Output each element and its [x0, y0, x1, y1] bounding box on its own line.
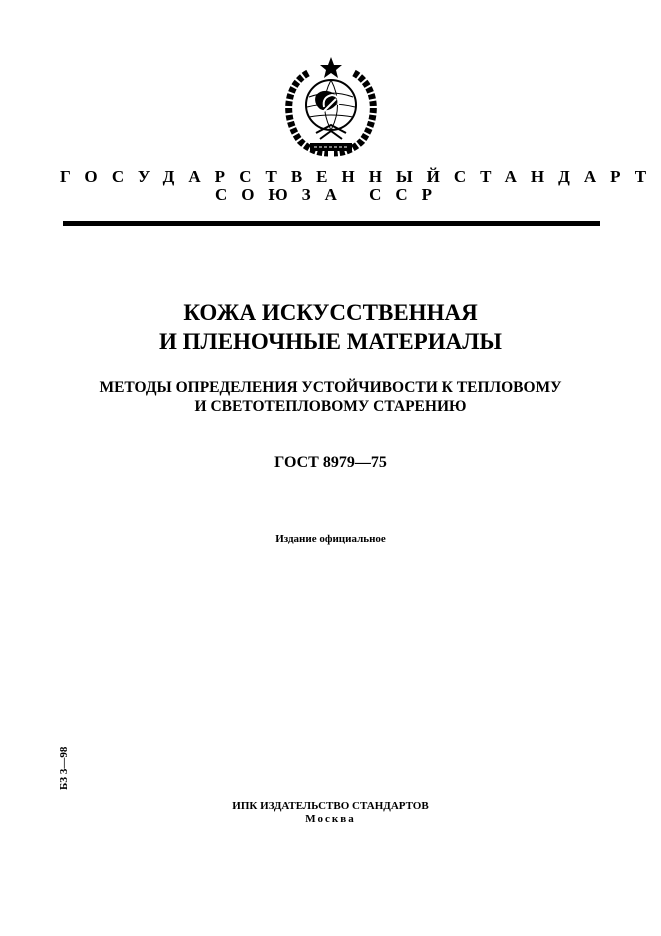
- title-line-1: КОЖА ИСКУССТВЕННАЯ: [183, 300, 478, 325]
- title-line-2: И ПЛЕНОЧНЫЕ МАТЕРИАЛЫ: [159, 329, 502, 354]
- standard-number: ГОСТ 8979—75: [274, 454, 387, 471]
- header-state-standard: [60, 167, 661, 187]
- publisher-city: Москва: [305, 813, 356, 825]
- header-word-state: ГОСУДАРСТВЕННЫЙ: [60, 167, 454, 186]
- side-code: БЗ 3—98: [58, 746, 70, 790]
- header-divider: [63, 221, 600, 226]
- edition-note: Издание официальное: [275, 533, 386, 545]
- subtitle-line-1: МЕТОДЫ ОПРЕДЕЛЕНИЯ УСТОЙЧИВОСТИ К ТЕПЛОВОМУ: [99, 379, 562, 396]
- header-word-standard: СТАНДАРТ: [453, 167, 661, 186]
- document-title: [0, 298, 661, 356]
- subtitle-line-2: И СВЕТОТЕПЛОВОМУ СТАРЕНИЮ: [194, 398, 467, 415]
- ussr-state-emblem-icon: [278, 55, 384, 159]
- header-ussr: СОЮЗА ССР: [214, 185, 447, 204]
- publisher-block: [0, 800, 661, 826]
- publisher-name: ИПК ИЗДАТЕЛЬСТВО СТАНДАРТОВ: [232, 800, 429, 812]
- document-subtitle: [0, 378, 661, 416]
